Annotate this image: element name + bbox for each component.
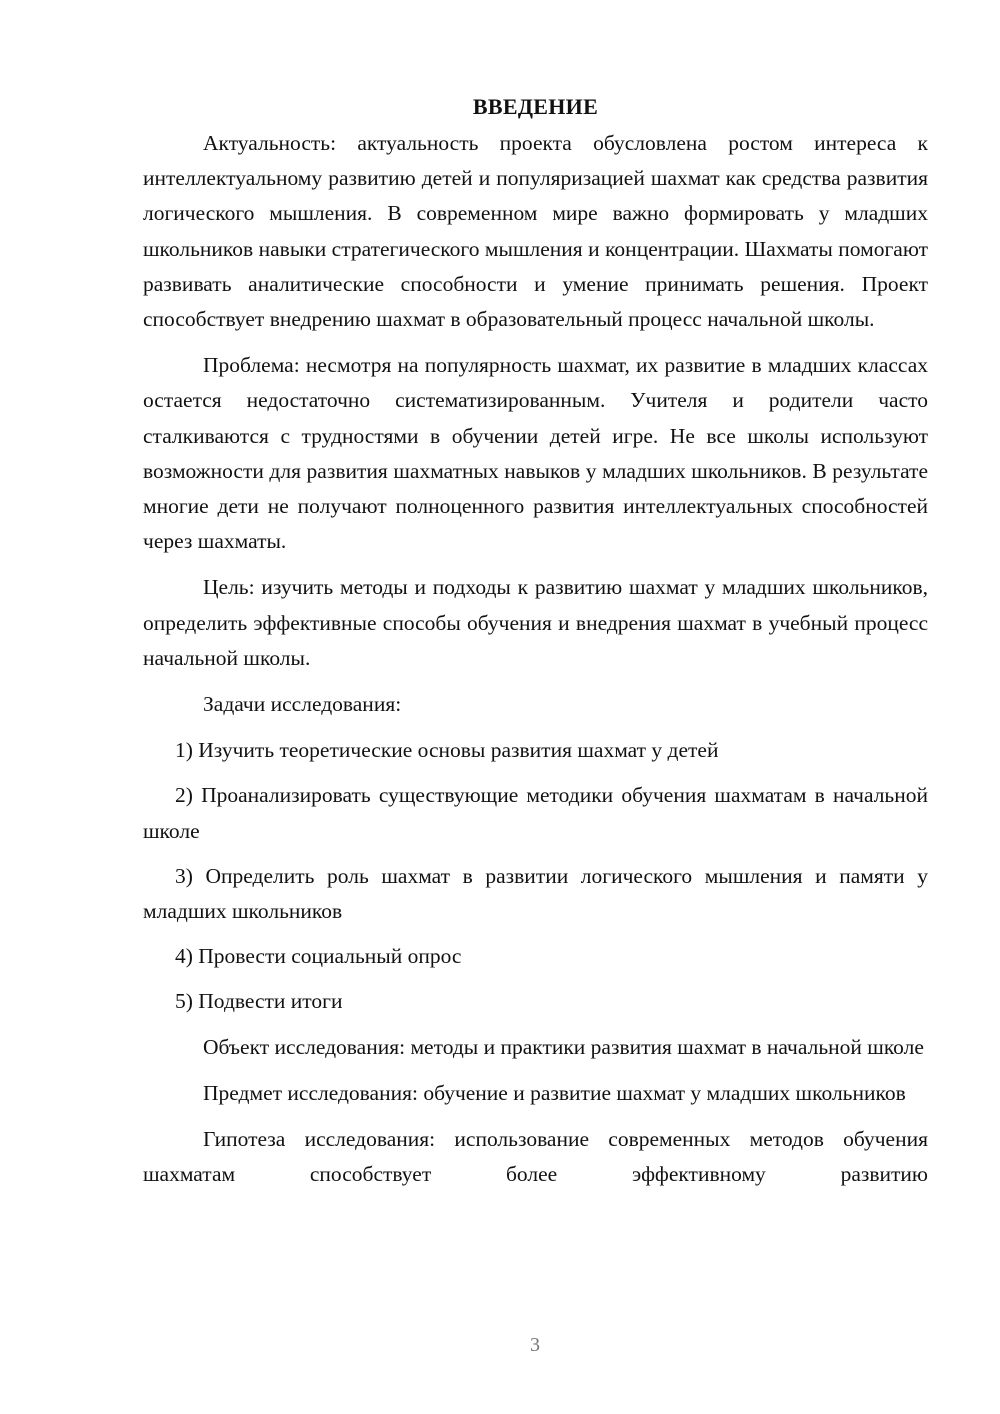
paragraph-subject: Предмет исследования: обучение и развитие шахмат у младших школьников — [203, 1080, 906, 1105]
paragraph-hypothesis: Гипотеза исследования: использование современных методов обучения шахматам способствует более эффективному развитию — [143, 1127, 928, 1187]
paragraph-goal: Цель: изучить методы и подходы к развитию шахмат у младших школьников, определить эффективные способы обучения и внедрения шахмат в учебный процесс начальной школы. — [143, 575, 928, 670]
tasks-list — [143, 733, 928, 1019]
paragraph-relevance: Актуальность: актуальность проекта обусловлена ростом интереса к интеллектуальному развитию детей и популяризацией шахмат как средства развития логического мышления. В современном мире важно формировать у младших школьников навыки стратегического мышления и концентрации. Шахматы помогают развивать аналитические способности и умение принимать решения. Проект способствует внедрению шахмат в образовательный процесс начальной школы. — [143, 131, 928, 332]
list-item: 1) Изучить теоретические основы развития шахмат у детей — [175, 738, 719, 763]
paragraph-problem: Проблема: несмотря на популярность шахмат, их развитие в младших классах остается недостаточно систематизированным. Учителя и родители часто сталкиваются с трудностями в обучении детей игре. Не все школы используют возможности для развития шахматных навыков у младших школьников. В результате многие дети не получают полноценного развития интеллектуальных способностей через шахматы. — [143, 353, 928, 554]
list-item: 5) Подвести итоги — [175, 989, 343, 1014]
paragraph-object: Объект исследования: методы и практики развития шахмат в начальной школе — [203, 1034, 924, 1059]
page-number: 3 — [530, 1334, 540, 1356]
document-title: ВВЕДЕНИЕ — [472, 94, 599, 119]
list-item: 4) Провести социальный опрос — [175, 944, 462, 969]
list-item: 2) Проанализировать существующие методики обучения шахматам в начальной школе — [143, 783, 928, 843]
tasks-heading: Задачи исследования: — [203, 692, 402, 717]
document-page — [143, 92, 928, 1203]
list-item: 3) Определить роль шахмат в развитии логического мышления и памяти у младших школьников — [143, 863, 928, 924]
